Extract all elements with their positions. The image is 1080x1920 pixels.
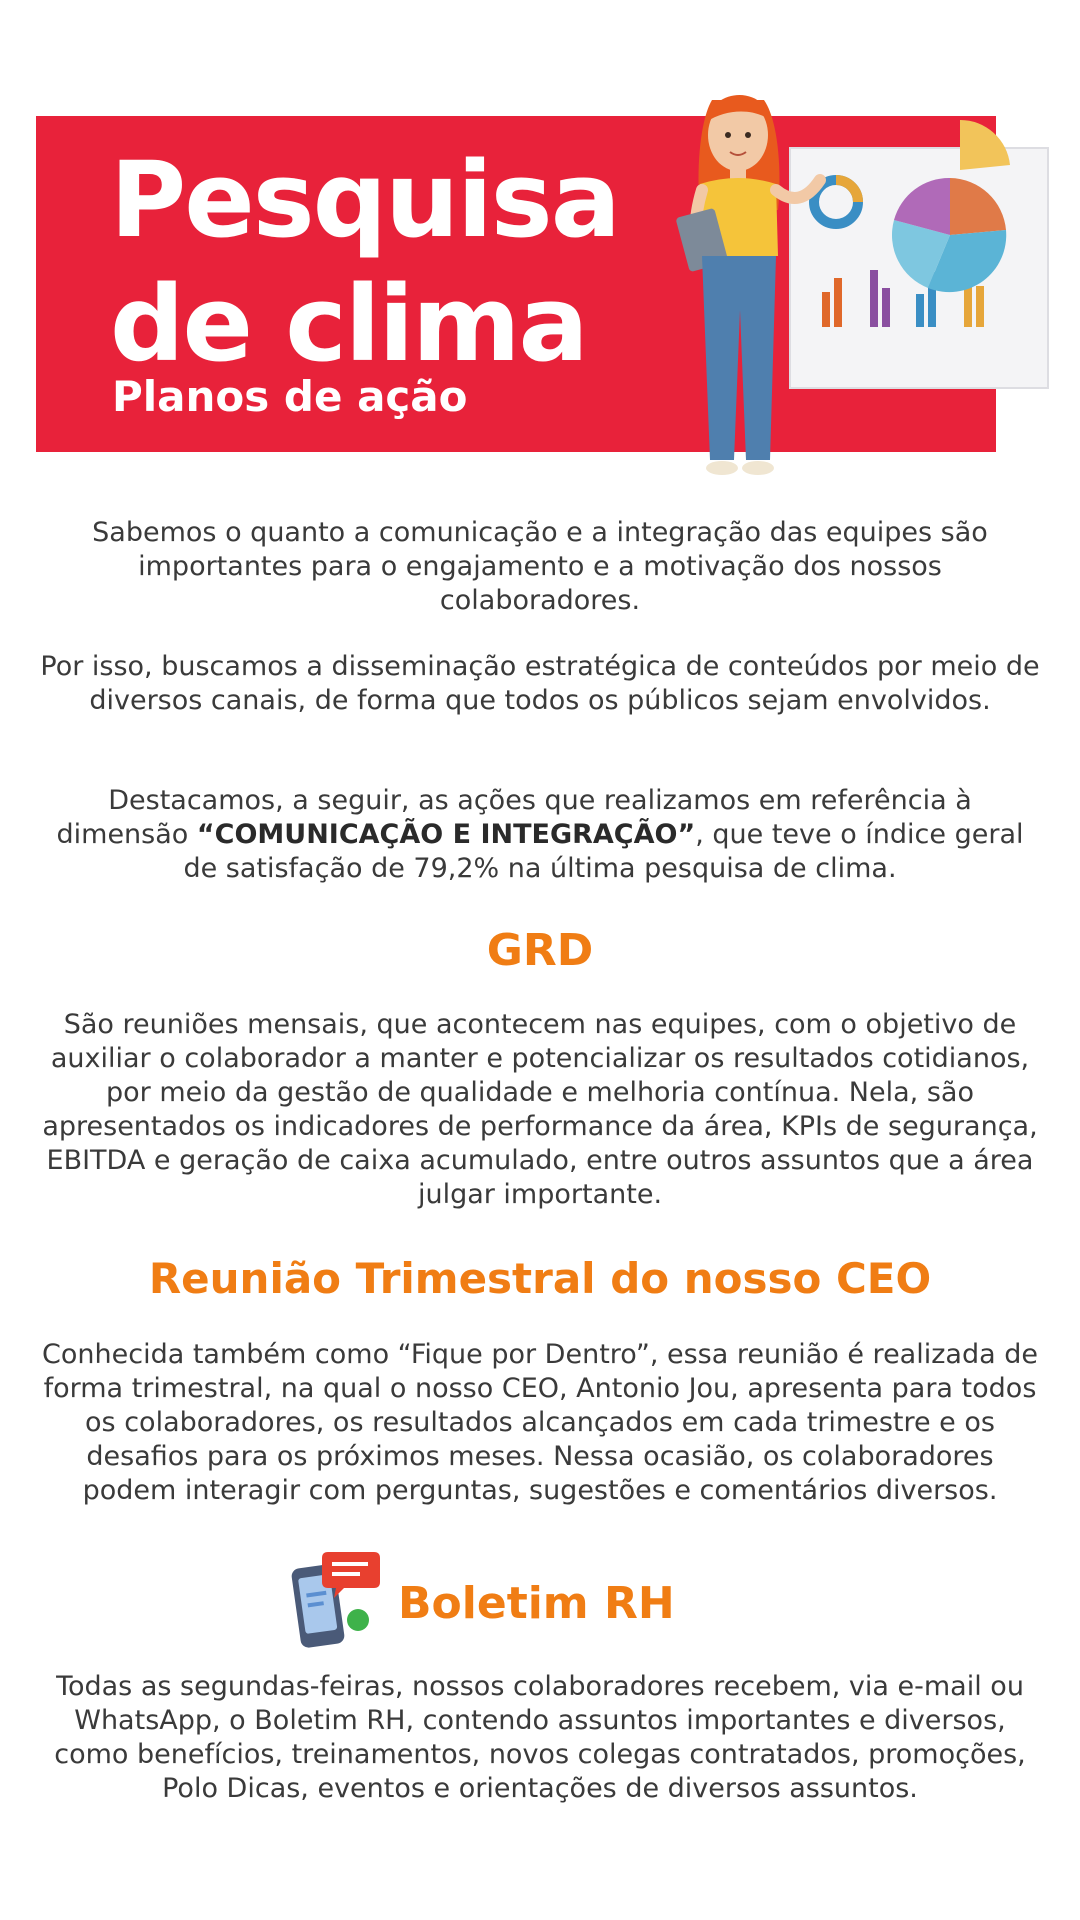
page-title (110, 138, 619, 386)
intro-p3-text-after: , que teve o índice geral de satisfação de 79,2% na última pesquisa de clima. (183, 819, 1024, 884)
ceo-meeting-paragraph: Conhecida também como “Fique por Dentro”, essa reunião é realizada de forma trimestral, na qual o nosso CEO, Antonio Jou, apresenta para todos os colaboradores, os resultados alcançados em cada trimestre e os desafios para os próximos meses. Nessa ocasião, os colaboradores podem interagir com perguntas, sugestões e comentários diversos. (42, 1339, 1038, 1506)
dimension-highlight: “COMUNICAÇÃO E INTEGRAÇÃO” (196, 819, 696, 850)
intro-p3-text-before: Destacamos, a seguir, as ações que realizamos em referência à dimensão (56, 785, 972, 850)
boletim-heading: Boletim RH (398, 1578, 675, 1629)
pie-chart-icon (892, 120, 1010, 292)
boletim-paragraph: Todas as segundas-feiras, nossos colaboradores recebem, via e-mail ou WhatsApp, o Boletim RH, contendo assuntos importantes e diversos, como benefícios, treinamentos, novos colegas contratados, promoções, Polo Dicas, eventos e orientações de diversos assuntos. (54, 1671, 1026, 1804)
page-subtitle: Planos de ação (112, 372, 468, 421)
grd-paragraph: São reuniões mensais, que acontecem nas equipes, com o objetivo de auxiliar o colaborador a manter e potencializar os resultados cotidianos, por meio da gestão de qualidade e melhoria contínua. Nela, são apresentados os indicadores de performance da área, KPIs de segurança, EBITDA e geração de caixa acumulado, entre outros assuntos que a área julgar importante. (42, 1009, 1038, 1210)
boletim-header (0, 1548, 1080, 1658)
intro-paragraph-3 (40, 784, 1040, 886)
phone-chat-icon (288, 1548, 384, 1658)
ceo-meeting-heading: Reunião Trimestral do nosso CEO (148, 1254, 932, 1303)
intro-paragraph-2: Por isso, buscamos a disseminação estratégica de conteúdos por meio de diversos canais, de forma que todos os públicos sejam envolvidos. (40, 651, 1040, 716)
intro-paragraph-1: Sabemos o quanto a comunicação e a integração das equipes são importantes para o engajamento e a motivação dos nossos colaboradores. (92, 517, 988, 616)
title-line-1: Pesquisa (110, 139, 619, 261)
woman-with-charts-illustration (660, 60, 1060, 510)
title-line-2: de clima (110, 263, 587, 385)
grd-heading: GRD (486, 925, 594, 976)
